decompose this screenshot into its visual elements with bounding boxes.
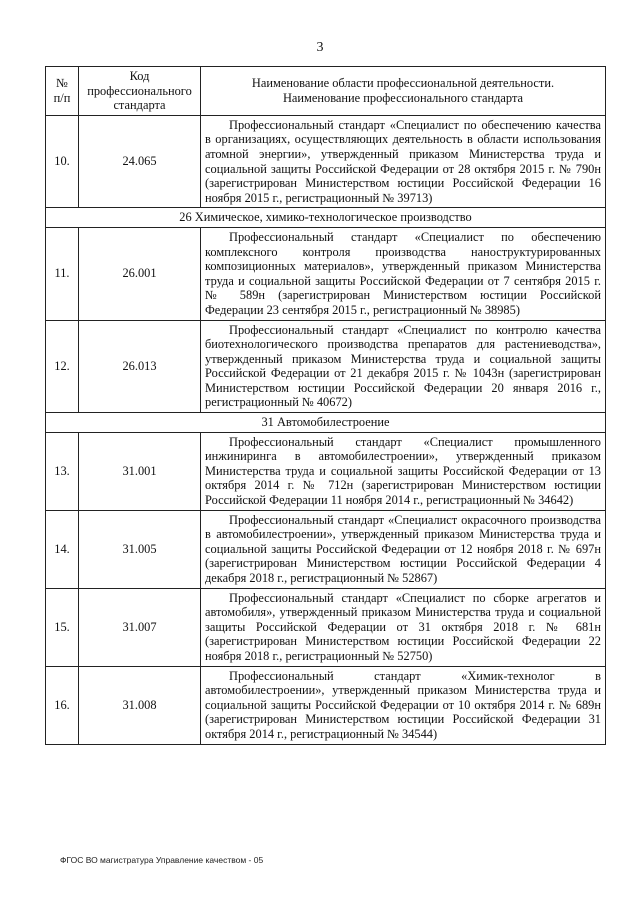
row-number: 11.	[46, 227, 79, 320]
row-number: 10.	[46, 115, 79, 208]
table-row	[46, 510, 606, 588]
row-standard-name: Профессиональный стандарт «Химик-технолог в автомобилестроении», утвержденный приказом Министерства труда и социальной защиты Российской Федерации от 10 октября 2014 г. № 689н (зарегистрирован Министерством юстиции Российской Федерации 31 октября 2014 г., регистрационный № 34544)	[201, 666, 606, 744]
row-code: 31.007	[79, 588, 201, 666]
row-standard-name: Профессиональный стандарт «Специалист промышленного инжиниринга в автомобилестроении», утвержденный приказом Министерства труда и социальной защиты Российской Федерации от 13 октября 2014 г. № 712н (зарегистрирован Министерством юстиции Российской Федерации 11 ноября 2014 г., регистрационный № 34642)	[201, 432, 606, 510]
document-footer: ФГОС ВО магистратура Управление качеством - 05	[60, 855, 264, 865]
table-row	[46, 227, 606, 320]
row-number: 14.	[46, 510, 79, 588]
row-number: 12.	[46, 320, 79, 413]
header-name-line2: Наименование профессионального стандарта	[282, 90, 524, 105]
row-standard-name: Профессиональный стандарт «Специалист по обеспечению комплексного контроля производства наноструктурированных композиционных материалов», утвержденный приказом Министерства труда и социальной защиты Российской Федерации от 7 сентября 2015 г. № 589н (зарегистрирован Министерством юстиции Российской Федерации 23 сентября 2015 г., регистрационный № 38985)	[201, 227, 606, 320]
row-standard-name: Профессиональный стандарт «Специалист по обеспечению качества в организациях, осуществляющих деятельность в области использования атомной энергии», утвержденный приказом Министерства труда и социальной защиты Российской Федерации от 28 октября 2015 г. № 790н (зарегистрирован Министерством юстиции Российской Федерации 16 ноября 2015 г., регистрационный № 39713)	[201, 115, 606, 208]
standards-table	[45, 66, 606, 745]
row-number: 15.	[46, 588, 79, 666]
row-code: 24.065	[79, 115, 201, 208]
table-row	[46, 115, 606, 208]
row-code: 31.001	[79, 432, 201, 510]
table-row	[46, 666, 606, 744]
row-code: 26.013	[79, 320, 201, 413]
table-body	[46, 115, 606, 744]
table-row	[46, 320, 606, 413]
header-name-line1: Наименование области профессиональной деятельности.	[251, 76, 555, 91]
header-number: № п/п	[46, 67, 79, 116]
row-code: 26.001	[79, 227, 201, 320]
row-standard-name: Профессиональный стандарт «Специалист по сборке агрегатов и автомобиля», утвержденный приказом Министерства труда и социальной защиты Российской Федерации от 31 октября 2018 г. № 681н (зарегистрирован Министерством юстиции Российской Федерации 22 ноября 2018 г., регистрационный № 52750)	[201, 588, 606, 666]
row-code: 31.008	[79, 666, 201, 744]
row-number: 13.	[46, 432, 79, 510]
row-standard-name: Профессиональный стандарт «Специалист по контролю качества биотехнологического производства препаратов для растениеводства», утвержденный приказом Министерства труда и социальной защиты Российской Федерации от 21 декабря 2015 г. № 1043н (зарегистрирован Министерством юстиции Российской Федерации 20 января 2016 г., регистрационный № 40672)	[201, 320, 606, 413]
section-row	[46, 208, 606, 228]
section-title: 26 Химическое, химико-технологическое производство	[46, 208, 606, 228]
table-row	[46, 432, 606, 510]
row-standard-name: Профессиональный стандарт «Специалист окрасочного производства в автомобилестроении», утвержденный приказом Министерства труда и социальной защиты Российской Федерации от 12 ноября 2018 г. № 697н (зарегистрирован Министерством юстиции Российской Федерации 4 декабря 2018 г., регистрационный № 52867)	[201, 510, 606, 588]
header-code: Код профессионального стандарта	[79, 67, 201, 116]
row-number: 16.	[46, 666, 79, 744]
section-title: 31 Автомобилестроение	[46, 413, 606, 433]
table-row	[46, 588, 606, 666]
page-number: 3	[316, 40, 324, 55]
table-header-row	[46, 67, 606, 116]
row-code: 31.005	[79, 510, 201, 588]
header-name	[201, 67, 606, 116]
section-row	[46, 413, 606, 433]
